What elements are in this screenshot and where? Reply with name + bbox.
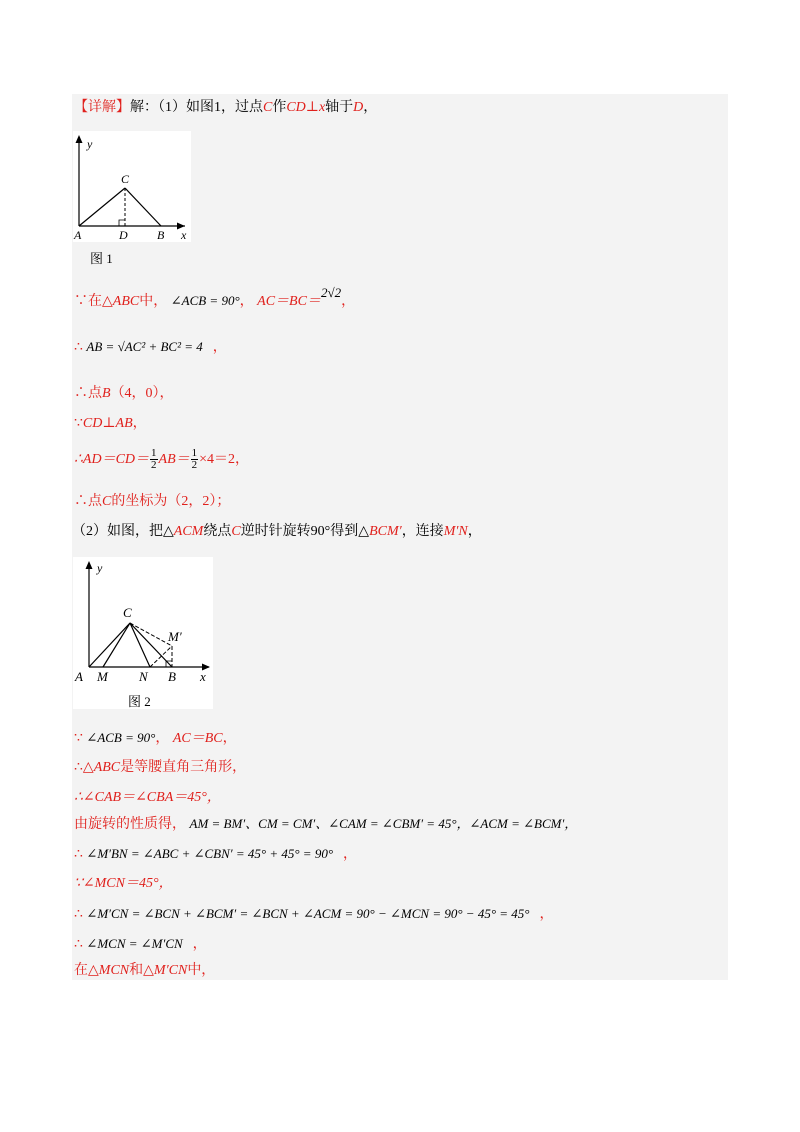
step-line-8: ∵ ∠ACB = 90°， AC＝BC，	[74, 730, 237, 746]
angle-acb-90: ∠ACB = 90°	[170, 293, 240, 308]
figure-2	[73, 557, 213, 709]
step-line-5: ∴AD＝CD＝ $\frac{1}{2}$ AB＝ $\frac{1}{2}$ ×4＝2，	[74, 447, 250, 472]
fig2-label-c: C	[123, 605, 132, 620]
step-line-14: ∴ ∠M′CN = ∠BCN + ∠BCM′ = ∠BCN + ∠ACM = 90° − ∠MCN = 90° − 45° = 45° ，	[74, 906, 554, 922]
step-line-3: ∴点B（4，0），	[74, 386, 174, 401]
fig1-label-d: D	[119, 228, 128, 242]
fig2-label-x: x	[200, 669, 206, 684]
step-line-9: ∴△ABC是等腰直角三角形，	[74, 760, 247, 775]
step-line-4: ∵CD⊥AB，	[74, 416, 147, 431]
solution-header: 【详解】解：（1）如图1，过点C作CD⊥x轴于D，	[74, 100, 378, 115]
figure-2-diagram	[73, 557, 213, 685]
angle-acb-90-b: ∠ACB = 90°	[86, 730, 156, 745]
fig1-label-c: C	[121, 172, 130, 186]
fig2-label-a: A	[75, 669, 83, 684]
step-line-2: ∴ AB = √AC² + BC² = 4 ，	[74, 339, 227, 355]
angle-mbn-90: ∠M′BN = ∠ABC + ∠CBN′ = 45° + 45° = 90°	[86, 846, 334, 861]
fig1-label-a: A	[74, 228, 82, 242]
fig1-label-x: x	[181, 228, 187, 242]
step-line-7: （2）如图，把△ACM绕点C逆时针旋转90°得到△BCM′，连接M′N，	[72, 524, 482, 539]
fraction-one-half: $\frac{1}{2}$	[151, 447, 157, 472]
step-line-15: ∴ ∠MCN = ∠M′CN ，	[74, 936, 207, 952]
step-line-6: ∴点C的坐标为（2，2）；	[74, 494, 231, 509]
fraction-one-half-2: $\frac{1}{2}$	[191, 447, 198, 472]
value-2-root-2: 2√2	[320, 285, 342, 300]
fig2-label-m: M	[97, 669, 108, 684]
figure-1	[73, 131, 191, 242]
fig2-label-y: y	[97, 561, 103, 575]
angle-mcn-45: ∠M′CN = ∠BCN + ∠BCM′ = ∠BCN + ∠ACM = 90° − ∠MCN = 90° − 45° = 45°	[86, 906, 530, 921]
step-line-11: 由旋转的性质得， AM = BM′、CM = CM′、∠CAM = ∠CBM′ = 45°，∠ACM = ∠BCM′，	[74, 816, 578, 832]
step-line-13: ∵∠MCN＝45°，	[74, 876, 173, 891]
fig2-label-n: N	[139, 669, 148, 684]
step-line-12: ∴ ∠M′BN = ∠ABC + ∠CBN′ = 45° + 45° = 90° ，	[74, 846, 358, 862]
fig2-label-b: B	[168, 669, 176, 684]
detail-tag: 【详解】	[74, 100, 130, 115]
rotation-properties: AM = BM′、CM = CM′、∠CAM = ∠CBM′ = 45°，∠ACM = ∠BCM′，	[189, 816, 578, 831]
figure-1-diagram	[73, 131, 191, 242]
step-line-10: ∴∠CAB＝∠CBA＝45°，	[74, 790, 221, 805]
ab-pythagorean: AB = √AC² + BC² = 4	[86, 339, 203, 354]
step-line-16: 在△MCN和△M′CN中，	[74, 963, 216, 978]
figure-2-caption: 图 2	[128, 694, 151, 709]
figure-1-caption: 图 1	[90, 251, 113, 266]
fig1-label-b: B	[157, 228, 165, 242]
fig2-label-m-prime: M′	[168, 629, 182, 644]
fig1-label-y: y	[87, 137, 93, 151]
angle-mcn-equal: ∠MCN = ∠M′CN	[86, 936, 183, 951]
step-line-1: ∵在△ABC中， ∠ACB = 90°， AC＝BC＝2√2，	[74, 285, 356, 309]
